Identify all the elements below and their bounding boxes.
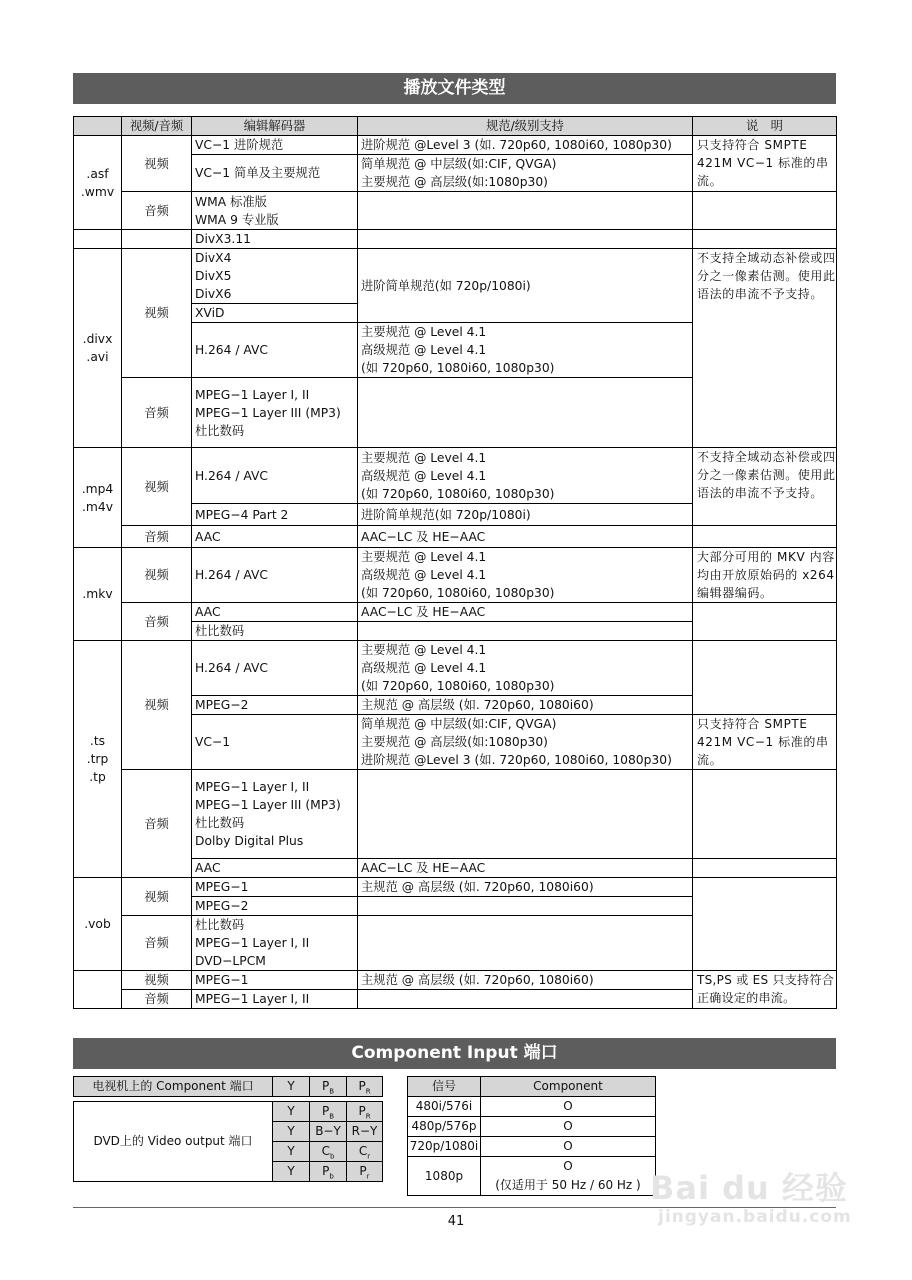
header-ext — [74, 117, 122, 136]
dvd-b: R−Y — [347, 1122, 383, 1142]
spec-cell: 主规范 @ 高层级 (如. 720p60, 1080i60) — [358, 878, 693, 897]
codec-cell: DivX4 DivX5 DivX6 — [192, 249, 358, 304]
video-label: 视频 — [122, 249, 192, 378]
audio-label: 音频 — [122, 378, 192, 448]
dvd-y: Y — [273, 1162, 310, 1182]
file-ext-empty — [74, 971, 122, 1009]
video-label: 视频 — [122, 448, 192, 526]
codec-cell: MPEG−1 Layer I, II MPEG−1 Layer III (MP3) 杜比数码 — [192, 378, 358, 448]
tv-pb: $P_B$ — [310, 1077, 347, 1097]
spec-cell: AAC−LC 及 HE−AAC — [358, 526, 693, 548]
spec-cell: 主规范 @ 高层级 (如. 720p60, 1080i60) — [358, 696, 693, 715]
signal-row — [408, 1117, 656, 1137]
audio-label: 音频 — [122, 526, 192, 548]
note-cell — [693, 192, 837, 230]
spec-cell: 主要规范 @ Level 4.1 高级规范 @ Level 4.1 (如 720p60, 1080i60, 1080p30) — [358, 548, 693, 603]
header-av: 视频/音频 — [122, 117, 192, 136]
signal-row — [408, 1097, 656, 1117]
note-cell: 不支持全域动态补偿或四分之一像素估测。使用此语法的串流不予支持。 — [693, 249, 837, 448]
note-cell — [693, 603, 837, 641]
codec-cell: MPEG−2 — [192, 897, 358, 916]
footer-rule — [73, 1207, 836, 1208]
dvd-y: Y — [273, 1102, 310, 1122]
codec-cell: H.264 / AVC — [192, 641, 358, 696]
video-label: 视频 — [122, 548, 192, 603]
component-cell: O — [481, 1097, 656, 1117]
signal-row — [408, 1157, 656, 1196]
codec-cell: AAC — [192, 526, 358, 548]
tv-port-row — [74, 1077, 383, 1097]
file-ext-empty — [74, 230, 122, 249]
audio-label: 音频 — [122, 192, 192, 230]
note-cell — [693, 878, 837, 971]
audio-label: 音频 — [122, 770, 192, 878]
codec-cell: VC−1 — [192, 715, 358, 770]
signal-row — [408, 1137, 656, 1157]
spec-cell: 进阶规范 @Level 3 (如. 720p60, 1080i60, 1080p30) — [358, 136, 693, 155]
component-cell: O — [481, 1137, 656, 1157]
signal-header: 信号 — [408, 1077, 481, 1097]
codec-cell: VC−1 简单及主要规范 — [192, 155, 358, 192]
watermark-url: jingyan.baidu.com — [658, 1207, 852, 1227]
dvd-a: $P_B$ — [310, 1102, 347, 1122]
file-types-table — [73, 116, 837, 1009]
spec-cell: 主要规范 @ Level 4.1 高级规范 @ Level 4.1 (如 720p60, 1080i60, 1080p30) — [358, 448, 693, 504]
table-row — [74, 971, 837, 990]
file-ext-mkv: .mkv — [74, 548, 122, 641]
spec-cell — [358, 770, 693, 859]
note-cell — [693, 859, 837, 878]
file-ext-asf: .asf .wmv — [74, 136, 122, 230]
spec-cell: 主要规范 @ Level 4.1 高级规范 @ Level 4.1 (如 720p60, 1080i60, 1080p30) — [358, 323, 693, 378]
video-label: 视频 — [122, 878, 192, 916]
signal-table — [407, 1076, 656, 1196]
table-row — [74, 878, 837, 897]
table-row — [74, 770, 837, 859]
codec-cell: AAC — [192, 603, 358, 622]
dvd-a: $P_b$ — [310, 1162, 347, 1182]
dvd-row — [74, 1102, 383, 1122]
codec-cell: VC−1 进阶规范 — [192, 136, 358, 155]
component-cell: O (仅适用于 50 Hz / 60 Hz ) — [481, 1157, 656, 1196]
table-row — [74, 230, 837, 249]
component-header: Component — [481, 1077, 656, 1097]
spec-cell: 进阶简单规范(如 720p/1080i) — [358, 504, 693, 526]
table-row — [74, 192, 837, 230]
dvd-b: $P_r$ — [347, 1162, 383, 1182]
codec-cell: MPEG−1 Layer I, II — [192, 990, 358, 1009]
codec-cell: XViD — [192, 304, 358, 323]
section-title-file-types: 播放文件类型 — [73, 73, 836, 104]
codec-cell: 杜比数码 MPEG−1 Layer I, II DVD−LPCM — [192, 916, 358, 971]
note-cell — [693, 526, 837, 548]
header-note: 说 明 — [693, 117, 837, 136]
note-cell — [693, 641, 837, 715]
section-title-component: Component Input 端口 — [73, 1038, 836, 1069]
codec-cell: AAC — [192, 859, 358, 878]
note-cell: TS,PS 或 ES 只支持符合正确设定的串流。 — [693, 971, 837, 1009]
tv-y: Y — [273, 1077, 310, 1097]
tv-pr: $P_R$ — [347, 1077, 383, 1097]
spec-cell — [358, 378, 693, 448]
table-row — [74, 136, 837, 155]
file-ext-vob: .vob — [74, 878, 122, 971]
codec-cell: H.264 / AVC — [192, 448, 358, 504]
note-cell: 不支持全域动态补偿或四分之一像素估测。使用此语法的串流不予支持。 — [693, 448, 837, 526]
file-ext-ts: .ts .trp .tp — [74, 641, 122, 878]
component-port-table — [73, 1076, 383, 1182]
codec-cell: MPEG−4 Part 2 — [192, 504, 358, 526]
spec-cell: AAC−LC 及 HE−AAC — [358, 859, 693, 878]
av-empty — [122, 230, 192, 249]
table-row — [74, 641, 837, 696]
table-row — [74, 249, 837, 304]
codec-cell: H.264 / AVC — [192, 323, 358, 378]
file-ext-mp4: .mp4 .m4v — [74, 448, 122, 548]
video-label: 视频 — [122, 971, 192, 990]
spec-cell: 主规范 @ 高层级 (如. 720p60, 1080i60) — [358, 971, 693, 990]
table-row — [74, 526, 837, 548]
video-label: 视频 — [122, 641, 192, 770]
dvd-y: Y — [273, 1122, 310, 1142]
spec-cell: 简单规范 @ 中层级(如:CIF, QVGA) 主要规范 @ 高层级(如:1080p30) 进阶规范 @Level 3 (如. 720p60, 1080i60, 1080p30) — [358, 715, 693, 770]
codec-cell: MPEG−1 — [192, 971, 358, 990]
audio-label: 音频 — [122, 916, 192, 971]
spec-cell: 进阶简单规范(如 720p/1080i) — [358, 249, 693, 323]
table-row — [74, 603, 837, 622]
table-header-row — [74, 117, 837, 136]
spec-cell: 简单规范 @ 中层级(如:CIF, QVGA) 主要规范 @ 高层级(如:1080p30) — [358, 155, 693, 192]
audio-label: 音频 — [122, 990, 192, 1009]
video-label: 视频 — [122, 136, 192, 192]
codec-cell: MPEG−1 Layer I, II MPEG−1 Layer III (MP3) 杜比数码 Dolby Digital Plus — [192, 770, 358, 859]
component-cell: O — [481, 1117, 656, 1137]
note-cell: 大部分可用的 MKV 内容均由开放原始码的 x264 编辑器编码。 — [693, 548, 837, 603]
note-cell — [693, 230, 837, 249]
codec-cell: DivX3.11 — [192, 230, 358, 249]
dvd-a: B−Y — [310, 1122, 347, 1142]
audio-label: 音频 — [122, 603, 192, 641]
note-cell — [693, 770, 837, 859]
signal-header-row — [408, 1077, 656, 1097]
spec-cell — [358, 990, 693, 1009]
dvd-b: $C_r$ — [347, 1142, 383, 1162]
codec-cell: MPEG−1 — [192, 878, 358, 897]
table-row — [74, 548, 837, 603]
signal-cell: 1080p — [408, 1157, 481, 1196]
signal-cell: 480p/576p — [408, 1117, 481, 1137]
tv-port-label: 电视机上的 Component 端口 — [74, 1077, 273, 1097]
spec-cell — [358, 622, 693, 641]
codec-cell: MPEG−2 — [192, 696, 358, 715]
dvd-a: $C_b$ — [310, 1142, 347, 1162]
note-cell: 只支持符合 SMPTE 421M VC−1 标准的串流。 — [693, 136, 837, 192]
codec-cell: WMA 标准版 WMA 9 专业版 — [192, 192, 358, 230]
codec-cell: 杜比数码 — [192, 622, 358, 641]
page-number: 41 — [447, 1214, 465, 1229]
signal-cell: 720p/1080i — [408, 1137, 481, 1157]
spec-cell — [358, 897, 693, 916]
spec-cell — [358, 230, 693, 249]
spec-cell — [358, 916, 693, 971]
spec-cell: 主要规范 @ Level 4.1 高级规范 @ Level 4.1 (如 720p60, 1080i60, 1080p30) — [358, 641, 693, 696]
file-ext-divx: .divx .avi — [74, 249, 122, 448]
watermark-logo: Bai du 经验 — [650, 1169, 848, 1207]
spec-cell: AAC−LC 及 HE−AAC — [358, 603, 693, 622]
note-cell: 只支持符合 SMPTE 421M VC−1 标准的串流。 — [693, 715, 837, 770]
dvd-y: Y — [273, 1142, 310, 1162]
spec-cell — [358, 192, 693, 230]
signal-cell: 480i/576i — [408, 1097, 481, 1117]
codec-cell: H.264 / AVC — [192, 548, 358, 603]
table-row — [74, 448, 837, 504]
dvd-b: $P_R$ — [347, 1102, 383, 1122]
header-codec: 编辑解码器 — [192, 117, 358, 136]
header-spec: 规范/级别支持 — [358, 117, 693, 136]
dvd-port-label: DVD上的 Video output 端口 — [74, 1102, 273, 1182]
